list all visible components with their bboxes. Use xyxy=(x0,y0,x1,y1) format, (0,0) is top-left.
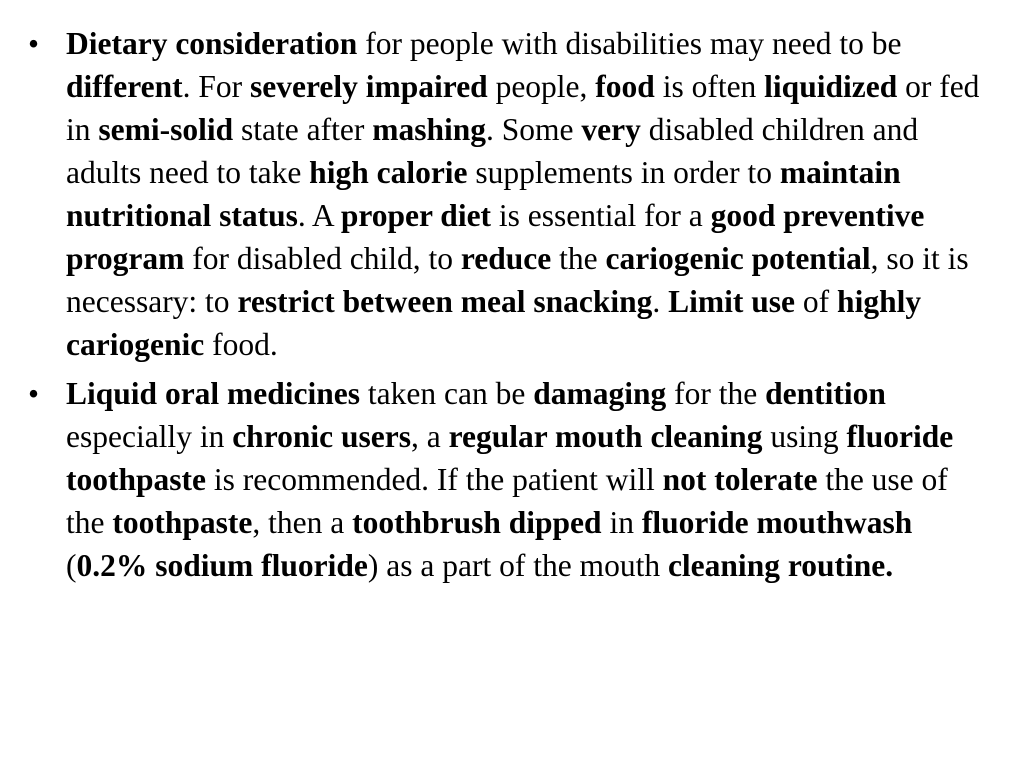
bold-term: reduce xyxy=(460,241,552,276)
bold-term: good preventive program xyxy=(66,198,925,276)
bold-term: chronic users xyxy=(232,419,411,454)
text-run: . For xyxy=(182,69,251,104)
text-run: taken can be xyxy=(360,376,534,411)
text-run: , a xyxy=(411,419,449,454)
text-run: is often xyxy=(654,69,765,104)
bold-term: fluoride toothpaste xyxy=(66,419,954,497)
text-run: ) as a part of the mouth xyxy=(367,548,668,583)
text-run: disabled children and adults need to take xyxy=(66,112,919,190)
text-run: the use of the xyxy=(66,462,948,540)
bullet-icon: • xyxy=(28,376,40,411)
bullet-item-liquid-oral-medicines xyxy=(24,372,994,587)
bold-term: different xyxy=(66,69,183,104)
bullet-text xyxy=(66,376,953,583)
text-run: state after xyxy=(233,112,373,147)
text-run: for the xyxy=(666,376,766,411)
bold-term: high calorie xyxy=(309,155,468,190)
bold-term: regular mouth cleaning xyxy=(448,419,763,454)
text-run: , then a xyxy=(252,505,353,540)
text-run: is essential for a xyxy=(491,198,711,233)
bold-term: highly cariogenic xyxy=(66,284,922,362)
bullet-text xyxy=(66,26,979,362)
text-run: . Some xyxy=(486,112,582,147)
bold-term: cariogenic potential xyxy=(605,241,871,276)
bullet-item-dietary-consideration xyxy=(24,22,994,366)
bold-term: Dietary consideration xyxy=(66,26,358,61)
text-run: the xyxy=(551,241,606,276)
text-run: . xyxy=(652,284,669,319)
text-run: , so it is necessary: to xyxy=(66,241,969,319)
bold-term: maintain nutritional status xyxy=(66,155,901,233)
text-run: food. xyxy=(204,327,278,362)
bold-term: severely impaired xyxy=(250,69,488,104)
bold-term: dentition xyxy=(765,376,886,411)
bullet-icon: • xyxy=(28,26,40,61)
bold-term: food xyxy=(595,69,655,104)
bold-term: fluoride mouthwash xyxy=(641,505,913,540)
text-run: for people with disabilities may need to be xyxy=(357,26,902,61)
bold-term: cleaning routine. xyxy=(667,548,894,583)
bold-term: very xyxy=(581,112,641,147)
bold-term: proper diet xyxy=(340,198,492,233)
bold-term: mashing xyxy=(372,112,486,147)
bold-term: semi-solid xyxy=(98,112,234,147)
bold-term: 0.2% sodium fluoride xyxy=(76,548,368,583)
bold-term: liquidized xyxy=(764,69,898,104)
text-run: . A xyxy=(297,198,341,233)
bold-term: restrict between meal snacking xyxy=(237,284,653,319)
text-run: of xyxy=(795,284,838,319)
text-run: or fed in xyxy=(66,69,980,147)
text-run: is recommended. If the patient will xyxy=(206,462,663,497)
text-run: in xyxy=(601,505,642,540)
text-run: ( xyxy=(66,548,77,583)
text-run: especially in xyxy=(66,419,233,454)
bold-term: Liquid oral medicines xyxy=(66,376,361,411)
bold-term: not tolerate xyxy=(662,462,818,497)
bold-term: toothbrush dipped xyxy=(352,505,602,540)
text-run: for disabled child, to xyxy=(184,241,461,276)
text-run: supplements in order to xyxy=(467,155,780,190)
bold-term: Limit use xyxy=(668,284,796,319)
bold-term: damaging xyxy=(533,376,667,411)
text-run: people, xyxy=(487,69,596,104)
bold-term: toothpaste xyxy=(112,505,253,540)
text-run: using xyxy=(762,419,847,454)
bullet-list xyxy=(24,22,994,587)
